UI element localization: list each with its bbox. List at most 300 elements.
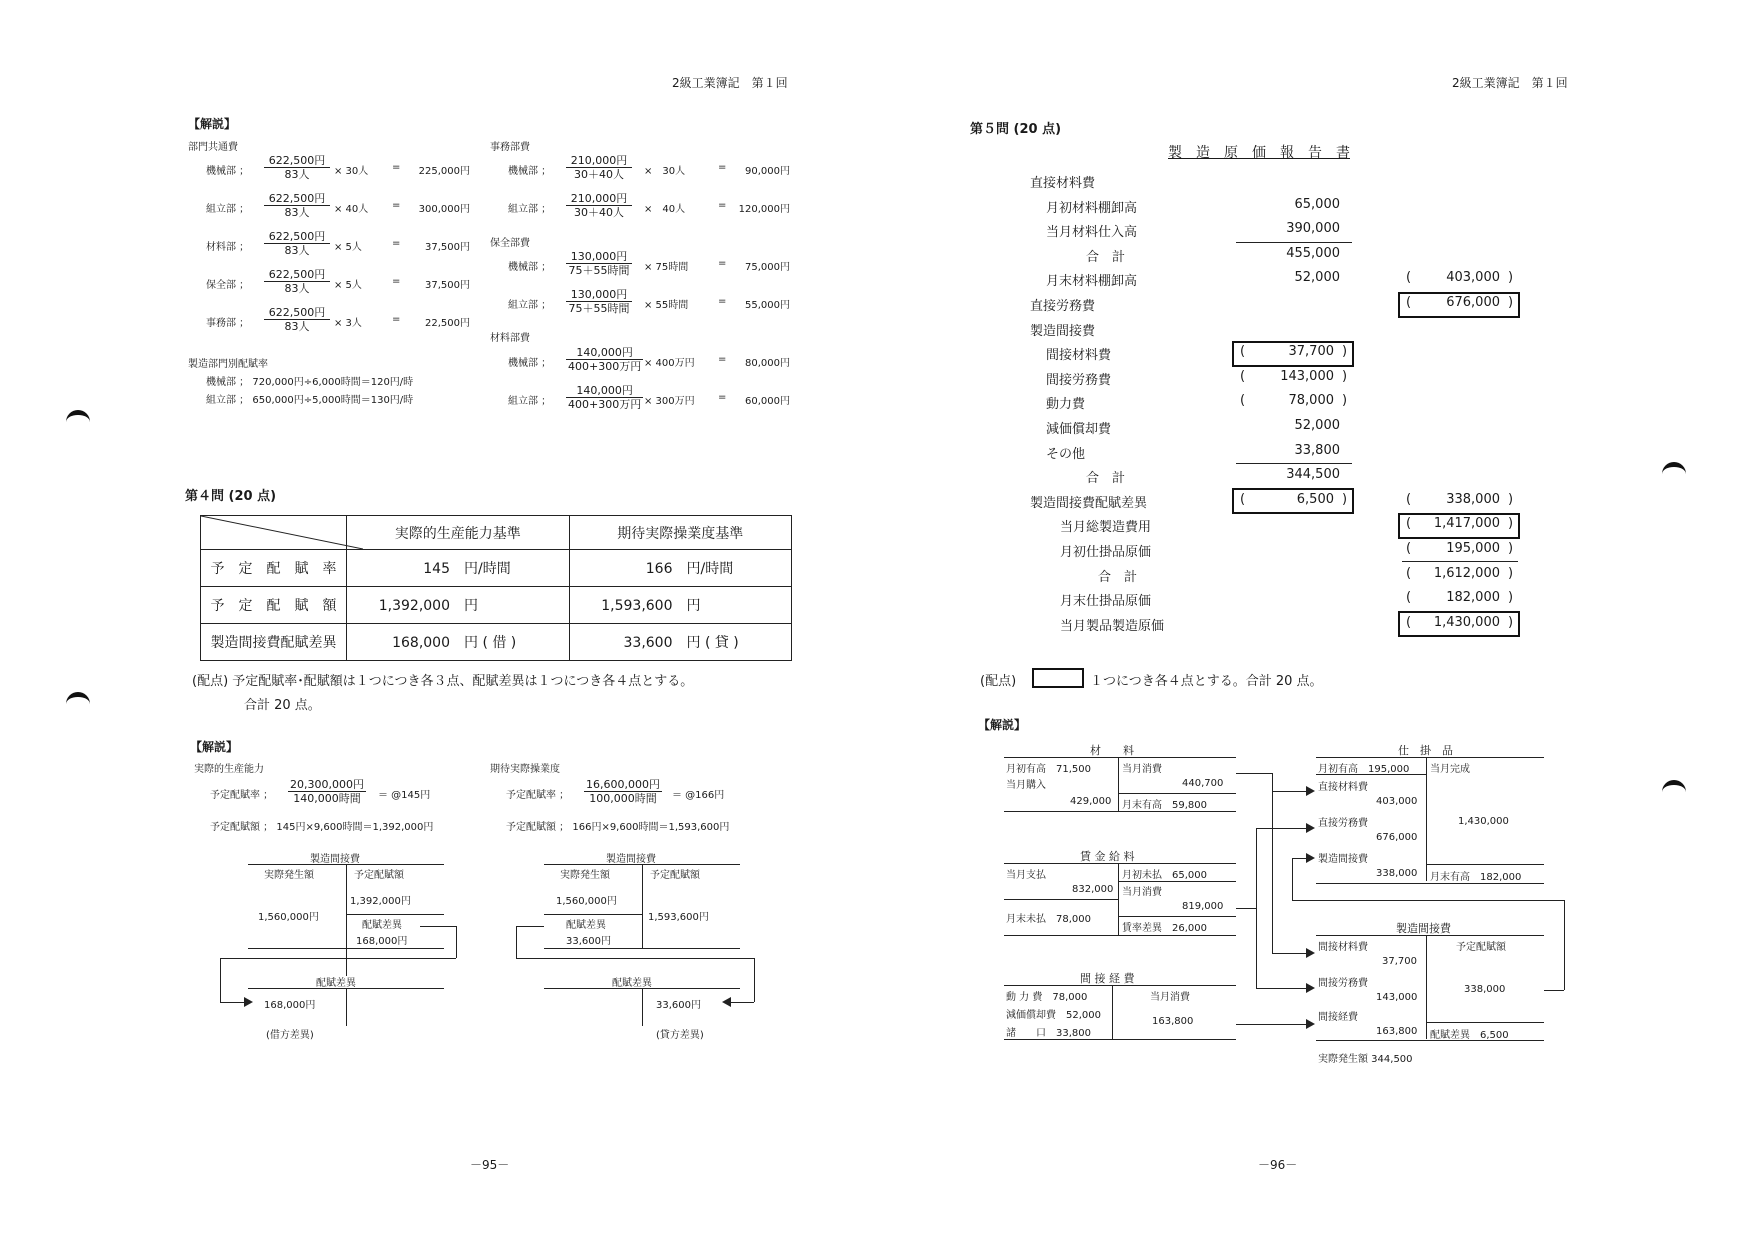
arrow-icon [1306,823,1315,833]
paren-close: ) [1508,590,1514,606]
equals-sign: = [392,276,401,287]
unit: 円 [686,598,701,614]
value: 33,600 [623,635,673,651]
q5-title: 第５問 (20 点) [970,122,1062,137]
registration-mark [66,410,90,427]
equals-sign: = [392,200,401,211]
report-right-value: 338,000 [1446,491,1500,507]
equals-sign: = [392,314,401,325]
wages-title: 賃 金 給 料 [1080,850,1135,863]
report-mid-value: 78,000 [1288,393,1334,409]
alloc-fraction [566,250,632,277]
wip-cr3: 月末有高 182,000 [1430,872,1522,883]
dept-label: 事務部 ； [206,318,250,329]
q4-row [201,587,792,624]
numerator: 210,000円 [566,192,632,206]
equals-sign: = [392,162,401,173]
q4-title: 第４問 (20 点) [185,489,277,504]
registration-mark [66,692,90,709]
alloc-fraction [264,192,330,219]
multiplier: × 30人 [334,166,369,177]
alloc-fraction [264,230,330,257]
multiplier: × 3人 [334,318,362,329]
numerator: 622,500円 [264,306,330,320]
q4-col1-head: 実際的生産能力基準 [347,516,570,550]
alloc-result: 55,000円 [745,300,790,311]
t-line [642,864,643,948]
connector [1272,953,1308,954]
alloc-result: 300,000円 [418,204,470,215]
v-right-title: 配賦差異 [612,978,652,989]
connector [1256,988,1308,989]
q4-row [201,550,792,587]
page-header-right: 2級工業簿記 第１回 [1452,76,1568,90]
left-amount: 予定配賦額 ； 145円×9,600時間＝1,392,000円 [210,822,434,833]
report-label: 月初材料棚卸高 [1046,200,1138,216]
q4-row-label: 製造間接費配賦差異 [201,624,347,661]
report-mid-value: 455,000 [1286,245,1340,261]
denominator: 30＋40人 [574,206,624,219]
t-line [1004,863,1236,864]
t-line [1118,881,1236,882]
alloc-fraction [566,192,632,219]
v-right-note: (貸方差異) [656,1030,704,1041]
wip-cr1: 当月完成 [1430,764,1470,775]
alloc-result: 90,000円 [745,166,790,177]
paren-close: ) [1508,295,1514,310]
t-line [1118,863,1119,935]
t-left-title: 製造間接費 [310,854,360,865]
left-rate-label: 予定配賦率 ； [210,790,274,801]
multiplier: × 5人 [334,242,362,253]
v-right-val: 33,600円 [656,1000,701,1011]
moh-cr2: 338,000 [1464,984,1506,995]
q4-note-line1: (配点) 予定配賦率･配賦額は１つにつき各３点、配賦差異は１つにつき各４点とする。 [192,674,694,689]
paren-open: ( [1240,344,1246,360]
paren-open: ( [1406,541,1412,556]
paren-open: ( [1406,590,1412,606]
dept-common-title: 部門共通費 [188,142,238,153]
rate-title: 製造部門別配賦率 [188,359,268,370]
t-line [346,914,444,915]
left-rate-fraction [288,778,366,805]
paren-close: ) [1508,565,1514,581]
wip-dr5: 676,000 [1376,832,1418,843]
denominator: 83人 [284,320,310,333]
report-label: 製造間接費配賦差異 [1030,495,1148,511]
wages-dr2: 832,000 [1072,884,1114,895]
unit: 円 [464,598,478,614]
alloc-result: 120,000円 [738,204,790,215]
t-line [1004,811,1236,812]
wages-cr2: 当月消費 [1122,887,1162,898]
multiplier: × 55時間 [644,300,689,311]
multiplier: × 300万円 [644,396,695,407]
sum-line [1402,561,1518,562]
numerator: 16,600,000円 [586,778,660,791]
t-line [248,948,444,949]
t-line [1004,935,1236,936]
moh-dr1: 間接材料費 [1318,942,1368,953]
paren-open: ( [1240,368,1246,384]
paren-close: ) [1508,270,1514,286]
material-dr1: 月初有高 71,500 [1006,764,1091,775]
report-mid-value: 52,000 [1294,270,1340,286]
unit: 円/時間 [464,561,511,577]
t-right-var-val: 33,600円 [566,936,611,947]
dept-label: 機械部 ； [508,358,552,369]
overhead-exp-dr1: 動 力 費 78,000 [1006,992,1088,1003]
connector [420,926,456,927]
material-cr1: 当月消費 [1122,764,1162,775]
paren-open: ( [1240,491,1246,507]
sum-line [1236,242,1352,243]
equals-sign: = [718,258,727,269]
t-right-cr-head: 予定配賦額 [650,870,700,881]
report-right-value: 403,000 [1446,270,1500,286]
connector [1544,990,1564,991]
denominator: 83人 [284,206,310,219]
t-line [1004,757,1236,758]
alloc-fraction [566,288,632,315]
registration-mark [1662,462,1686,479]
registration-mark [1662,780,1686,797]
multiplier: × 400万円 [644,358,695,369]
paren-open: ( [1240,393,1246,409]
right-amount: 予定配賦額 ； 166円×9,600時間＝1,593,600円 [506,822,730,833]
q4-row-v2 [569,587,792,624]
connector [1256,828,1308,829]
answer-box [1398,513,1520,539]
report-label: その他 [1046,446,1086,462]
unit: 円 ( 借 ) [464,635,517,651]
numerator: 622,500円 [264,230,330,244]
moh-dr2: 37,700 [1382,956,1417,967]
t-line [1316,935,1544,936]
rate-line-machine: 機械部 ； 720,000円÷6,000時間＝120円/時 [206,377,414,388]
wages-cr4: 賃率差異 26,000 [1122,923,1207,934]
report-mid-value: 52,000 [1294,418,1340,433]
value: 168,000 [392,635,450,651]
alloc-fraction [264,268,330,295]
report-right-value: 182,000 [1446,590,1500,606]
t-line [544,914,642,915]
multiplier: × 75時間 [644,262,689,273]
connector [516,958,754,959]
q4-explanation-title: 【解説】 [190,740,239,754]
equals-sign: = [718,354,727,365]
report-label: 減価償却費 [1046,422,1112,437]
connector [220,1002,246,1003]
moh-foot: 実際発生額 344,500 [1318,1054,1413,1065]
alloc-fraction [264,154,330,181]
diagonal-cell [201,516,347,550]
dept-label: 機械部 ； [206,166,250,177]
t-line [1118,793,1236,794]
q4-header-row [201,516,792,550]
q3-explanation-title: 【解説】 [188,117,237,131]
t-line [1426,757,1427,881]
t-line [346,864,347,976]
paren-close: ) [1342,393,1348,409]
right-rate-label: 予定配賦率 ； [506,790,570,801]
report-label: 当月製品製造原価 [1060,618,1165,634]
q5-explanation-title: 【解説】 [978,718,1027,732]
overhead-exp-cr1: 当月消費 [1150,992,1190,1003]
t-left-cr-head: 予定配賦額 [354,870,404,881]
page-number-left: －95－ [470,1158,510,1172]
numerator: 20,300,000円 [290,778,364,791]
multiplier: × 30人 [644,166,686,177]
report-right-value: 676,000 [1446,295,1500,310]
moh-cr3: 配賦差異 6,500 [1430,1030,1509,1041]
q5-note: １つにつき各４点とする。合計 20 点。 [1090,674,1323,689]
equals-sign: = [718,162,727,173]
material-dr3: 429,000 [1070,796,1112,807]
denominator: 100,000時間 [589,792,657,805]
report-right-value: 1,430,000 [1433,614,1500,630]
t-left-dr-val: 1,560,000円 [258,912,319,923]
t-left-var-label: 配賦差異 [362,920,402,931]
report-title: 製 造 原 価 報 告 書 [1168,145,1350,161]
wages-cr1: 月初未払 65,000 [1122,870,1207,881]
moh-dr4: 143,000 [1376,992,1418,1003]
t-left-cr-val: 1,392,000円 [350,896,411,907]
wip-dr4: 直接労務費 [1318,818,1368,829]
t-right-var-label: 配賦差異 [566,920,606,931]
office-cost-title: 事務部費 [490,142,530,153]
connector [1564,900,1565,990]
report-mid-value: 37,700 [1288,344,1334,360]
t-line [1426,1022,1544,1023]
report-label: 製造間接費 [1030,323,1096,339]
overhead-exp-dr3: 諸 口 33,800 [1006,1028,1091,1039]
denominator: 83人 [284,168,310,181]
sum-line [1236,463,1352,464]
paren-open: ( [1406,614,1412,630]
q4-col2-head: 期待実際操業度基準 [569,516,792,550]
wages-cr3: 819,000 [1182,901,1224,912]
alloc-result: 37,500円 [425,280,470,291]
rate-line-assembly: 組立部 ； 650,000円÷5,000時間＝130円/時 [206,395,414,406]
moh-dr6: 163,800 [1376,1026,1418,1037]
t-line [1112,985,1113,1039]
connector [1292,858,1293,900]
paren-close: ) [1342,491,1348,507]
multiplier: × 5人 [334,280,362,291]
right-rate-result: ＝ @166円 [672,790,725,801]
numerator: 622,500円 [264,154,330,168]
moh-dr5: 間接経費 [1318,1012,1358,1023]
overhead-exp-title: 間 接 経 費 [1080,972,1135,985]
dept-label: 組立部 ； [508,300,552,311]
arrow-icon [1306,948,1315,958]
paren-open: ( [1406,565,1412,581]
alloc-fraction [264,306,330,333]
overhead-exp-dr2: 減価償却費 52,000 [1006,1010,1101,1021]
material-cr2: 440,700 [1182,778,1224,789]
numerator: 622,500円 [264,268,330,282]
t-line [1426,935,1427,1039]
numerator: 140,000円 [566,346,643,360]
equals-sign: = [718,200,727,211]
t-left-var-val: 168,000円 [356,936,408,947]
material-cost-title: 材料部費 [490,333,530,344]
q4-row-v1 [347,587,570,624]
material-cr3: 月末有高 59,800 [1122,800,1207,811]
arrow-icon [1306,1019,1315,1029]
connector [730,1002,754,1003]
paren-open: ( [1406,516,1412,532]
report-label: 間接労務費 [1046,372,1112,388]
q4-row-label: 予 定 配 賦 率 [201,550,347,587]
answer-box [1232,341,1354,367]
wip-dr7: 338,000 [1376,868,1418,879]
left-basis-title: 実際的生産能力 [194,764,264,775]
overhead-exp-cr2: 163,800 [1152,1016,1194,1027]
connector [220,958,221,1002]
v-left-note: (借方差異) [266,1030,314,1041]
report-mid-value: 65,000 [1294,196,1340,212]
report-label: 月末材料棚卸高 [1046,274,1138,290]
arrow-icon [1306,983,1315,993]
connector [1236,773,1272,774]
alloc-result: 80,000円 [745,358,790,369]
numerator: 210,000円 [566,154,632,168]
paren-close: ) [1508,491,1514,507]
arrow-icon [244,997,253,1007]
q4-note-line2: 合計 20 点。 [244,698,321,713]
report-label: 当月材料仕入高 [1046,225,1138,241]
right-rate-fraction [584,778,662,805]
dept-label: 組立部 ； [508,204,552,215]
dept-label: 保全部 ； [206,280,250,291]
t-line [1004,899,1118,900]
paren-close: ) [1342,368,1348,384]
wip-dr1: 月初有高 195,000 [1318,764,1410,775]
paren-open: ( [1406,295,1412,310]
legend-box [1032,668,1084,688]
v-left-title: 配賦差異 [316,978,356,989]
wip-dr3: 403,000 [1376,796,1418,807]
t-right-dr-head: 実際発生額 [560,870,610,881]
report-label: 月末仕掛品原価 [1060,594,1152,610]
q4-row-v2 [569,550,792,587]
q4-row-label: 予 定 配 賦 額 [201,587,347,624]
paren-close: ) [1342,344,1348,360]
connector [516,926,517,958]
t-line [642,988,643,1026]
alloc-fraction [566,346,643,373]
alloc-result: 225,000円 [418,166,470,177]
paren-close: ) [1508,516,1514,532]
wip-cr2: 1,430,000 [1458,816,1509,827]
answer-box [1398,611,1520,637]
arrow-icon [1306,853,1315,863]
report-right-value: 195,000 [1446,541,1500,556]
value: 145 [423,561,450,577]
report-mid-value: 344,500 [1286,467,1340,483]
t-right-title: 製造間接費 [606,854,656,865]
t-left-dr-head: 実際発生額 [264,870,314,881]
report-mid-value: 6,500 [1296,491,1334,507]
equals-sign: = [392,238,401,249]
denominator: 400+300万円 [568,398,642,411]
report-label: 直接労務費 [1030,299,1096,314]
alloc-result: 22,500円 [425,318,470,329]
t-line [1316,1040,1544,1041]
moh-dr3: 間接労務費 [1318,978,1368,989]
t-line [1004,985,1236,986]
v-left-val: 168,000円 [264,1000,316,1011]
dept-label: 機械部 ； [508,166,552,177]
dept-label: 機械部 ； [508,262,552,273]
value: 166 [645,561,673,577]
moh-cr1: 予定配賦額 [1456,942,1506,953]
t-line [346,988,347,1026]
right-basis-title: 期待実際操業度 [490,764,560,775]
material-dr2: 当月購入 [1006,780,1046,791]
multiplier: × 40人 [334,204,369,215]
report-label: 当月総製造費用 [1060,520,1152,536]
t-right-dr-val: 1,560,000円 [556,896,617,907]
paren-close: ) [1508,541,1514,556]
report-label: 月初仕掛品原価 [1060,545,1152,560]
dept-label: 材料部 ； [206,242,250,253]
t-line [1004,1039,1236,1040]
q5-note-prefix: (配点) [980,674,1017,689]
t-right-cr-val: 1,593,600円 [648,912,709,923]
q4-row-v1 [347,550,570,587]
equals-sign: = [718,296,727,307]
connector [1272,791,1308,792]
wip-title: 仕 掛 品 [1398,744,1453,757]
alloc-result: 75,000円 [745,262,790,273]
connector [516,926,544,927]
value: 1,392,000 [378,598,450,614]
report-label: 合 計 [1098,569,1138,585]
value: 1,593,600 [601,598,673,614]
wip-dr2: 直接材料費 [1318,782,1368,793]
report-label: 合 計 [1086,249,1126,265]
denominator: 75＋55時間 [568,302,630,315]
unit: 円 ( 貸 ) [686,635,739,651]
connector [456,926,457,958]
connector [1292,900,1564,901]
unit: 円/時間 [686,561,734,577]
t-line [544,948,740,949]
connector [1256,828,1257,988]
t-line [1316,883,1544,884]
material-title: 材 料 [1090,744,1134,757]
numerator: 130,000円 [566,288,632,302]
wages-dr1: 当月支払 [1006,870,1046,881]
multiplier: × 40人 [644,204,686,215]
report-mid-value: 143,000 [1280,368,1334,384]
left-rate-result: ＝ @145円 [378,790,431,801]
diagonal-line [201,516,363,549]
numerator: 130,000円 [566,250,632,264]
equals-sign: = [718,392,727,403]
t-line [1316,774,1426,775]
report-label: 合 計 [1086,471,1126,487]
moh-title: 製造間接費 [1396,922,1451,935]
answer-box [1398,292,1520,318]
report-label: 動力費 [1046,397,1086,413]
report-right-value: 1,417,000 [1433,516,1500,532]
denominator: 400+300万円 [568,360,642,373]
numerator: 622,500円 [264,192,330,206]
